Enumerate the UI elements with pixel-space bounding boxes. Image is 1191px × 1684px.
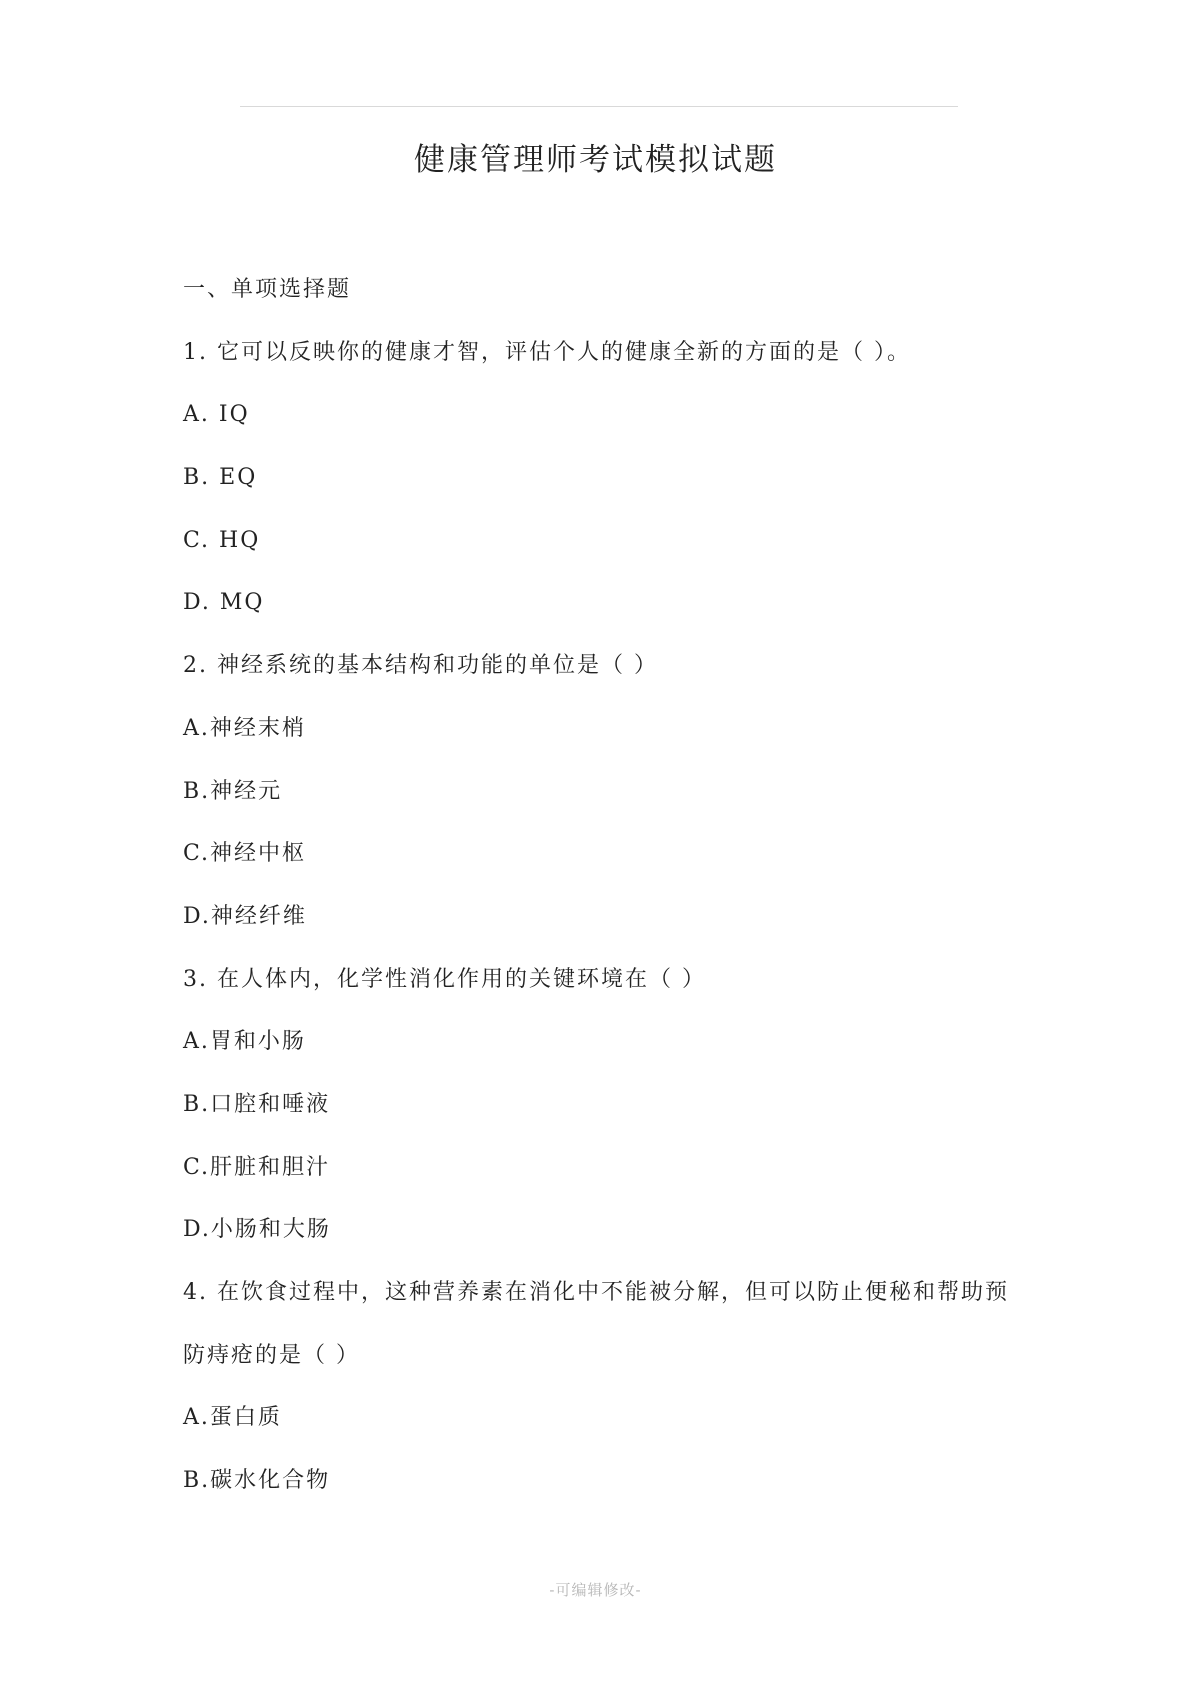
question-3-option-a: A.胃和小肠 — [183, 1029, 306, 1055]
document-body — [183, 275, 1043, 1529]
question-1-option-c: C. HQ — [183, 527, 261, 553]
question-3-option-c: C.肝脏和胆汁 — [183, 1154, 331, 1180]
question-2-option-a: A.神经末梢 — [183, 715, 306, 741]
question-4-stem-line-1: 4. 在饮食过程中，这种营养素在消化中不能被分解，但可以防止便秘和帮助预 — [183, 1280, 1009, 1305]
question-1-option-b: B. EQ — [183, 465, 258, 491]
question-4-option-a: A.蛋白质 — [183, 1405, 282, 1431]
section-heading: 一、单项选择题 — [183, 277, 352, 302]
question-1-stem: 1. 它可以反映你的健康才智，评估个人的健康全新的方面的是（ ）。 — [183, 339, 911, 365]
header-rule — [240, 106, 958, 107]
question-2-option-c: C.神经中枢 — [183, 841, 307, 867]
question-2-option-d: D.神经纤维 — [183, 903, 307, 929]
page-footer: -可编辑修改- — [549, 1581, 642, 1599]
question-4-stem-line-2: 防痔疮的是（ ） — [183, 1342, 360, 1368]
question-1-option-a: A. IQ — [183, 402, 250, 428]
question-2-stem: 2. 神经系统的基本结构和功能的单位是（ ） — [183, 653, 658, 679]
question-3-stem: 3. 在人体内，化学性消化作用的关键环境在（ ） — [183, 966, 706, 992]
question-3-option-d: D.小肠和大肠 — [183, 1217, 331, 1243]
question-4-option-b: B.碳水化合物 — [183, 1468, 331, 1494]
question-1-option-d: D. MQ — [183, 590, 265, 616]
document-title: 健康管理师考试模拟试题 — [414, 142, 777, 178]
question-2-option-b: B.神经元 — [183, 778, 283, 804]
question-3-option-b: B.口腔和唾液 — [183, 1091, 331, 1117]
